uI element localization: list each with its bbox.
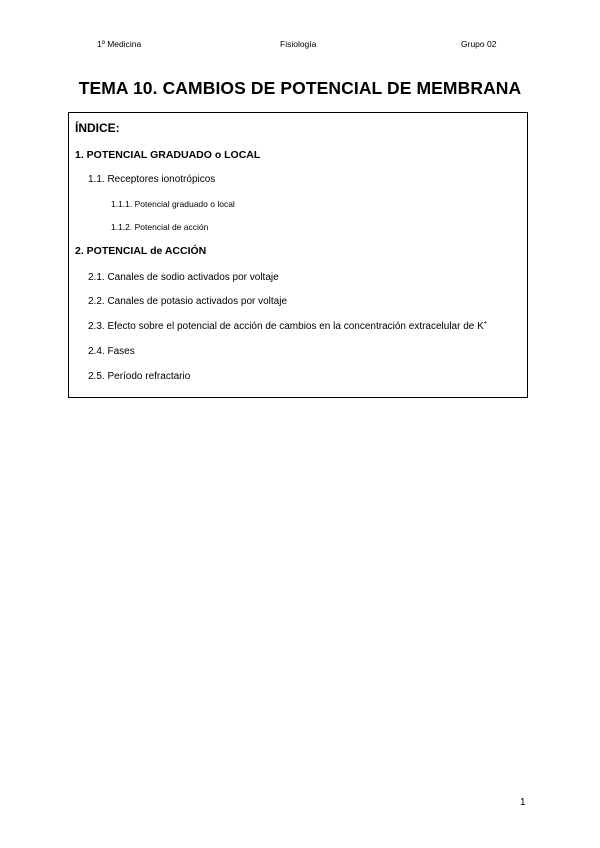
index-item-1-1-1: 1.1.1. Potencial graduado o local — [111, 199, 235, 209]
document-title: TEMA 10. CAMBIOS DE POTENCIAL DE MEMBRANA — [78, 78, 522, 98]
index-item-2-1: 2.1. Canales de sodio activados por voltaje — [88, 272, 279, 283]
header-group: Grupo 02 — [461, 39, 497, 49]
potassium-superscript: + — [483, 320, 488, 327]
index-item-2-5: 2.5. Período refractario — [88, 371, 191, 382]
index-item-2: 2. POTENCIAL de ACCIÓN — [75, 245, 207, 257]
index-item-1-1-2: 1.1.2. Potencial de acción — [111, 222, 209, 232]
header-subject: Fisiología — [280, 39, 317, 49]
index-heading: ÍNDICE: — [75, 121, 120, 135]
page-number: 1 — [520, 797, 526, 808]
index-item-1-1: 1.1. Receptores ionotrópicos — [88, 174, 216, 185]
index-item-2-3 — [88, 321, 487, 332]
index-box — [68, 112, 528, 398]
index-item-2-3-label: 2.3. Efecto sobre el potencial de acción de cambios en la concentración extracelular de K — [88, 321, 484, 332]
index-item-1: 1. POTENCIAL GRADUADO o LOCAL — [75, 149, 261, 161]
index-item-2-4: 2.4. Fases — [88, 346, 135, 357]
page-header — [0, 39, 600, 51]
index-item-2-2: 2.2. Canales de potasio activados por voltaje — [88, 296, 288, 307]
header-course: 1º Medicina — [97, 39, 142, 49]
